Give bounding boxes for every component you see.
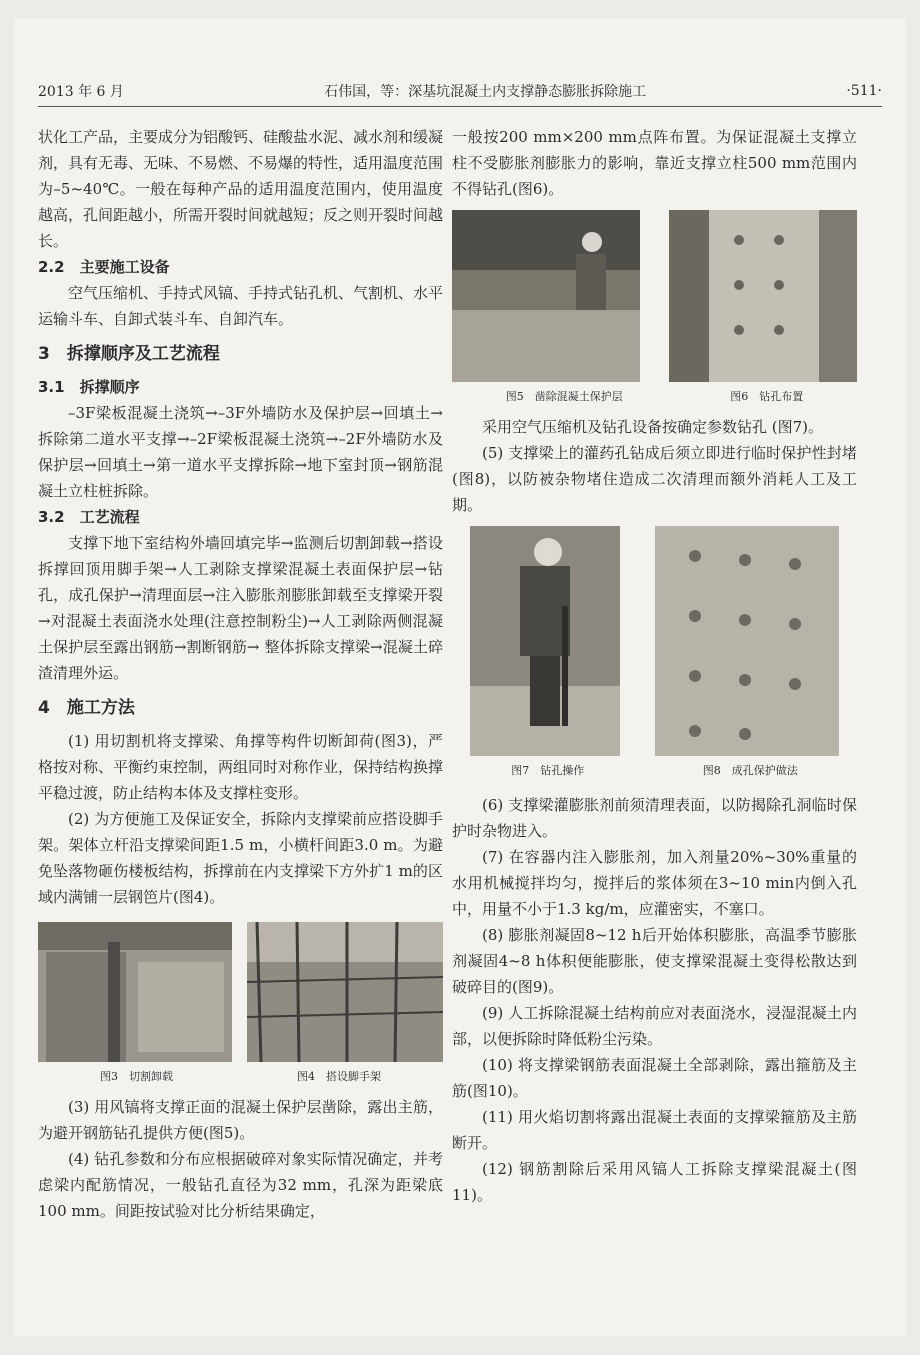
figure-7-image [470,526,620,756]
right-para-1: 一般按200 mm×200 mm点阵布置。为保证混凝土支撑立柱不受膨胀剂膨胀力的影响，靠近支撑立柱500 mm范围内不得钻孔(图6)。 [452,128,857,198]
figure-8-image [655,526,839,756]
right-para-2: 采用空气压缩机及钻孔设备按确定参数钻孔 (图7)。 [482,418,824,436]
running-header [38,78,882,104]
figure-8-photo [655,526,839,756]
left-para-5: (1) 用切割机将支撑梁、角撑等构件切断卸荷(图3)，严格按对称、平衡约束控制，两组同时对称作业，保持结构换撑平稳过渡，防止结构本体及支撑柱变形。 [38,732,444,802]
figure-8-caption: 图8 成孔保护做法 [702,764,798,777]
figure-3-4-row [38,922,443,1062]
figure-3-image [38,922,232,1062]
figure-7-photo [470,526,620,756]
section-4-heading: 4 施工方法 [38,698,135,718]
figure-4-image [247,922,443,1062]
figure-6-image [669,210,857,382]
section-3-1-heading: 3.1 拆撑顺序 [38,378,140,396]
right-column [452,124,857,1208]
header-page-number: ·511· [846,83,882,99]
figure-7-8-row [452,526,857,756]
figure-5-6-captions [452,382,857,406]
figure-3-caption: 图3 切割卸载 [100,1070,173,1083]
figure-5-caption: 图5 凿除混凝土保护层 [505,390,623,403]
right-para-7: (9) 人工拆除混凝土结构前应对表面浇水，浸湿混凝土内部，以便拆除时降低粉尘污染。 [452,1004,857,1048]
figure-6-caption: 图6 钻孔布置 [730,390,804,403]
figure-5-6-row [452,210,857,382]
right-para-4: (6) 支撑梁灌膨胀剂前须清理表面，以防揭除孔洞临时保护时杂物进入。 [452,796,857,840]
right-para-10: (12) 钢筋割除后采用风镐人工拆除支撑梁混凝土(图11)。 [452,1160,857,1204]
section-3-heading: 3 拆撑顺序及工艺流程 [38,344,220,364]
left-para-8: (4) 钻孔参数和分布应根据破碎对象实际情况确定，并考虑梁内配筋情况，一般钻孔直径为32 mm，孔深为距梁底100 mm。间距按试验对比分析结果确定， [38,1150,443,1220]
left-para-7: (3) 用风镐将支撑正面的混凝土保护层凿除，露出主筋，为避开钢筋钻孔提供方便(图5)。 [38,1098,443,1142]
section-3-2-heading: 3.2 工艺流程 [38,508,140,526]
right-para-3: (5) 支撑梁上的灌药孔钻成后须立即进行临时保护性封堵(图8)，以防被杂物堵住造成二次清理而额外消耗人工及工期。 [452,444,857,514]
header-title: 石伟国，等：深基坑混凝土内支撑静态膨胀拆除施工 [324,84,647,100]
figure-4-caption: 图4 搭设脚手架 [297,1070,381,1083]
left-para-2: 空气压缩机、手持式风镐、手持式钻孔机、气割机、水平运输斗车、自卸式装斗车、自卸汽车。 [38,284,444,328]
right-para-8: (10) 将支撑梁钢筋表面混凝土全部剥除，露出箍筋及主筋(图10)。 [452,1056,857,1100]
right-para-9: (11) 用火焰切割将露出混凝土表面的支撑梁箍筋及主筋断开。 [452,1108,857,1152]
figure-7-caption: 图7 钻孔操作 [511,764,585,777]
left-para-4: 支撑下地下室结构外墙回填完毕→监测后切割卸载→搭设拆撑回顶用脚手架→人工剥除支撑梁混凝土表面保护层→钻孔，成孔保护→清理面层→注入膨胀剂膨胀卸载至支撑梁开裂→对混凝土表面浇水处理(注意控制粉尘)→人工剥除两侧混凝土保护层至露出钢筋→割断钢筋→ 整体拆除支撑梁→混凝土碎渣清理外运。 [38,534,443,682]
header-date: 2013 年 6 月 [38,84,124,100]
left-para-3: –3F梁板混凝土浇筑→–3F外墙防水及保护层→回填土→拆除第二道水平支撑→–2F梁板混凝土浇筑→–2F外墙防水及保护层→回填土→第一道水平支撑拆除→地下室封顶→钢筋混凝土立柱桩拆除。 [38,404,443,500]
section-2-2-heading: 2.2 主要施工设备 [38,258,170,276]
figure-5-image [452,210,640,382]
figure-6-photo [669,210,857,382]
figure-3-4-captions [38,1062,443,1086]
right-para-6: (8) 膨胀剂凝固8~12 h后开始体积膨胀，高温季节膨胀剂凝固4~8 h体积便能膨胀，使支撑梁混凝土变得松散达到破碎目的(图9)。 [452,926,857,996]
right-para-5: (7) 在容器内注入膨胀剂，加入剂量20%~30%重量的水用机械搅拌均匀，搅拌后的浆体须在3~10 min内倒入孔中，用量不小于1.3 kg/m，应灌密实，不塞口。 [452,848,857,918]
figure-4-photo [247,922,443,1062]
figure-5-photo [452,210,640,382]
left-para-6: (2) 为方便施工及保证安全，拆除内支撑梁前应搭设脚手架。架体立杆沿支撑梁间距1.5 m，小横杆间距3.0 m。为避免坠落物砸伤楼板结构，拆撑前在内支撑梁下方外扩1 m的区域内满铺一层钢笆片(图4)。 [38,810,443,906]
figure-3-photo [38,922,232,1062]
header-rule [38,106,882,107]
left-para-1: 状化工产品，主要成分为铝酸钙、硅酸盐水泥、减水剂和缓凝剂，具有无毒、无味、不易燃、不易爆的特性，适用温度范围为–5~40℃。一般在每种产品的适用温度范围内，使用温度越高，孔间距越小，所需开裂时间就越短；反之则开裂时间越长。 [38,128,444,250]
left-column [38,124,443,1224]
figure-7-8-captions [452,756,857,780]
